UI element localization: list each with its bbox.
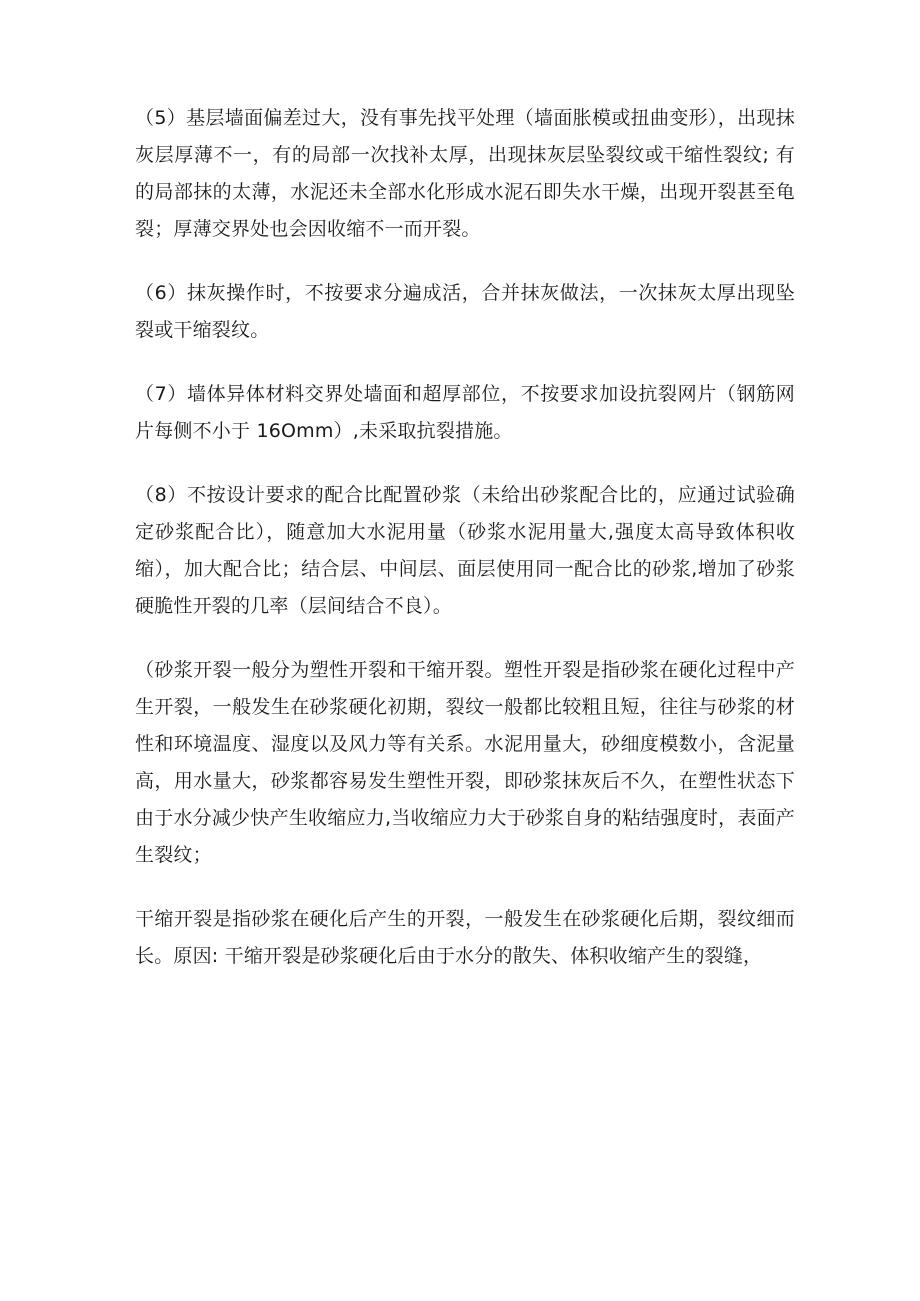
paragraph-item-5: （5）基层墙面偏差过大，没有事先找平处理（墙面胀模或扭曲变形），出现抹灰层厚薄不一，有的局部一次找补太厚，出现抹灰层坠裂纹或干缩性裂纹; 有的局部抹的太薄，水泥还未全部水化形成水泥石即失水干燥，出现开裂甚至龟裂；厚薄交界处也会因收缩不一而开裂。: [135, 107, 795, 240]
document-body: [135, 100, 795, 975]
paragraph-item-8: （8）不按设计要求的配合比配置砂浆（未给出砂浆配合比的，应通过试验确定砂浆配合比），随意加大水泥用量（砂浆水泥用量大,强度太高导致体积收缩），加大配合比；结合层、中间层、面层使用同一配合比的砂浆,增加了砂浆硬脆性开裂的几率（层间结合不良）。: [135, 484, 795, 617]
paragraph-mortar-cracking: （砂浆开裂一般分为塑性开裂和干缩开裂。塑性开裂是指砂浆在硬化过程中产生开裂，一般发生在砂浆硬化初期，裂纹一般都比较粗且短，往往与砂浆的材性和环境温度、湿度以及风力等有关系。水泥用量大，砂细度模数小，含泥量高，用水量大，砂浆都容易发生塑性开裂，即砂浆抹灰后不久，在塑性状态下由于水分减少快产生收缩应力,当收缩应力大于砂浆自身的粘结强度时，表面产生裂纹；: [135, 659, 795, 866]
paragraph-item-7: （7）墙体异体材料交界处墙面和超厚部位，不按要求加设抗裂网片（钢筋网片每侧不小于 16Omm）,未采取抗裂措施。: [135, 383, 795, 442]
paragraph-shrinkage-cracking: 干缩开裂是指砂浆在硬化后产生的开裂，一般发生在砂浆硬化后期，裂纹细而长。原因: 干缩开裂是砂浆硬化后由于水分的散失、体积收缩产生的裂缝，: [135, 908, 795, 967]
paragraph-item-6: （6）抹灰操作时，不按要求分遍成活，合并抹灰做法，一次抹灰太厚出现坠裂或干缩裂纹。: [135, 282, 795, 341]
